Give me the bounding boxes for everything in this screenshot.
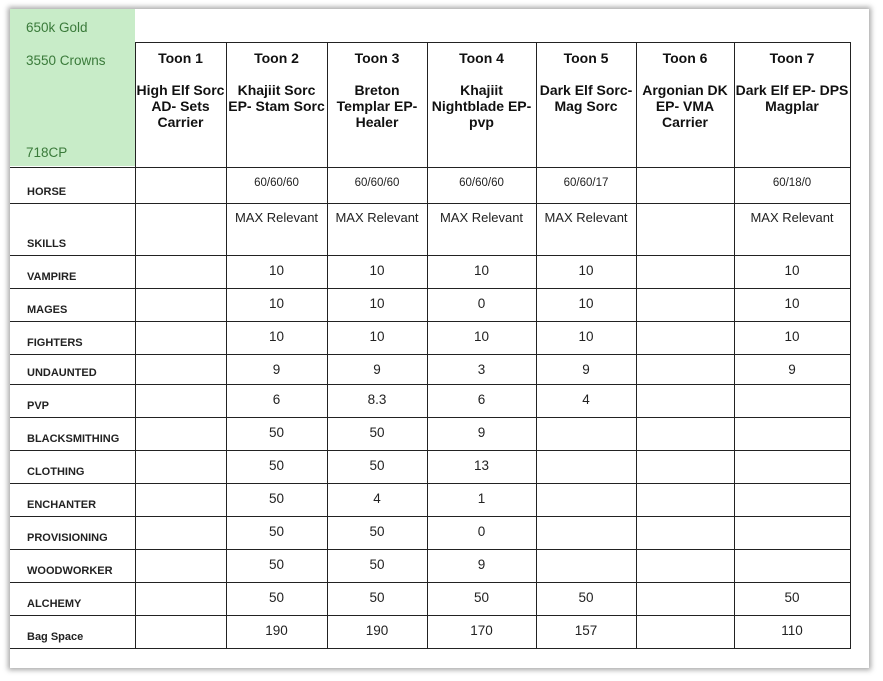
table-cell[interactable]: 1: [427, 484, 536, 517]
table-cell[interactable]: 50: [427, 583, 536, 616]
gold-amount: 650k Gold: [26, 20, 88, 35]
table-cell[interactable]: [636, 168, 734, 204]
table-cell[interactable]: 10: [327, 289, 427, 322]
table-cell[interactable]: 60/60/17: [536, 168, 636, 204]
table-cell[interactable]: [536, 517, 636, 550]
row-label[interactable]: HORSE: [10, 168, 135, 204]
table-cell[interactable]: 60/18/0: [734, 168, 850, 204]
pvp-row: [10, 385, 850, 418]
table-cell[interactable]: 10: [734, 256, 850, 289]
toon-description: Breton Templar EP- Healer: [336, 82, 418, 130]
table-cell[interactable]: 190: [226, 616, 327, 649]
table-cell[interactable]: [734, 550, 850, 583]
undaunted-row: [10, 355, 850, 385]
toon-name: Toon 5: [563, 50, 609, 66]
toon-description: Argonian DK EP- VMA Carrier: [642, 82, 728, 130]
table-cell[interactable]: [536, 484, 636, 517]
table-cell[interactable]: 10: [427, 256, 536, 289]
table-cell[interactable]: 9: [536, 355, 636, 385]
table-cell[interactable]: [135, 355, 226, 385]
toon-6-header[interactable]: [636, 43, 734, 168]
table-cell[interactable]: 50: [327, 418, 427, 451]
table-cell[interactable]: 9: [327, 355, 427, 385]
table-cell[interactable]: MAX Relevant: [427, 204, 536, 256]
toon-3-header[interactable]: [327, 43, 427, 168]
table-cell[interactable]: [135, 418, 226, 451]
table-cell[interactable]: 50: [226, 418, 327, 451]
table-cell[interactable]: [135, 168, 226, 204]
table-cell[interactable]: 50: [327, 517, 427, 550]
table-cell[interactable]: MAX Relevant: [226, 204, 327, 256]
row-label[interactable]: ALCHEMY: [10, 583, 135, 616]
table-cell[interactable]: MAX Relevant: [327, 204, 427, 256]
table-cell[interactable]: 9: [734, 355, 850, 385]
row-label[interactable]: UNDAUNTED: [10, 355, 135, 385]
row-label[interactable]: SKILLS: [10, 204, 135, 256]
table-cell[interactable]: [636, 204, 734, 256]
table-cell[interactable]: 10: [327, 322, 427, 355]
table-cell[interactable]: [135, 204, 226, 256]
table-cell[interactable]: 110: [734, 616, 850, 649]
row-label[interactable]: CLOTHING: [10, 451, 135, 484]
table-cell[interactable]: [636, 517, 734, 550]
table-cell[interactable]: [734, 418, 850, 451]
table-cell[interactable]: [135, 550, 226, 583]
table-cell[interactable]: [135, 451, 226, 484]
table-cell[interactable]: [636, 418, 734, 451]
table-cell[interactable]: [734, 385, 850, 418]
table-cell[interactable]: 50: [226, 484, 327, 517]
table-cell[interactable]: 50: [327, 583, 427, 616]
toon-name: Toon 6: [662, 50, 708, 66]
champion-points: 718CP: [26, 145, 68, 160]
table-cell[interactable]: 10: [226, 289, 327, 322]
table-cell[interactable]: 0: [427, 289, 536, 322]
table-cell[interactable]: [135, 583, 226, 616]
table-cell[interactable]: 6: [226, 385, 327, 418]
toon-description: Khajiit Nightblade EP-pvp: [431, 82, 532, 130]
table-cell[interactable]: [636, 355, 734, 385]
corner-cell: [10, 43, 135, 168]
horse-row: [10, 168, 850, 204]
table-cell[interactable]: 10: [536, 256, 636, 289]
header-row: [10, 43, 850, 168]
table-cell[interactable]: [135, 256, 226, 289]
table-cell[interactable]: [536, 418, 636, 451]
row-label[interactable]: BLACKSMITHING: [10, 418, 135, 451]
enchanter-row: [10, 484, 850, 517]
toon-description: Dark Elf EP- DPS Magplar: [735, 82, 849, 114]
table-cell[interactable]: [636, 484, 734, 517]
toon-name: Toon 1: [158, 50, 203, 66]
crowns-amount: 3550 Crowns: [26, 53, 106, 68]
skills-row: [10, 204, 850, 256]
table-cell[interactable]: [135, 484, 226, 517]
table-cell[interactable]: 6: [427, 385, 536, 418]
table-cell[interactable]: 10: [536, 322, 636, 355]
table-cell[interactable]: [734, 484, 850, 517]
table-cell[interactable]: [636, 256, 734, 289]
table-cell[interactable]: [135, 385, 226, 418]
table-cell[interactable]: [636, 616, 734, 649]
table-cell[interactable]: [536, 550, 636, 583]
toon-2-header[interactable]: [226, 43, 327, 168]
table-cell[interactable]: [636, 322, 734, 355]
table-cell[interactable]: [636, 583, 734, 616]
woodworker-row: [10, 550, 850, 583]
toon-description: Dark Elf Sorc- Mag Sorc: [539, 82, 633, 114]
table-cell[interactable]: [636, 550, 734, 583]
table-cell[interactable]: 10: [734, 322, 850, 355]
row-label[interactable]: Bag Space: [10, 616, 135, 649]
table-cell[interactable]: 0: [427, 517, 536, 550]
blacksmithing-row: [10, 418, 850, 451]
row-label[interactable]: FIGHTERS: [10, 322, 135, 355]
table-cell[interactable]: [135, 616, 226, 649]
row-label[interactable]: VAMPIRE: [10, 256, 135, 289]
table-cell[interactable]: 50: [734, 583, 850, 616]
table-cell[interactable]: 60/60/60: [427, 168, 536, 204]
row-label[interactable]: ENCHANTER: [10, 484, 135, 517]
provisioning-row: [10, 517, 850, 550]
table-cell[interactable]: [636, 289, 734, 322]
toon-name: Toon 3: [354, 50, 400, 66]
table-cell[interactable]: [135, 322, 226, 355]
table-cell[interactable]: 190: [327, 616, 427, 649]
table-cell[interactable]: 157: [536, 616, 636, 649]
table-cell[interactable]: [536, 451, 636, 484]
toon-description: High Elf Sorc AD- Sets Carrier: [136, 82, 225, 130]
table-cell[interactable]: 50: [327, 451, 427, 484]
table-cell[interactable]: 170: [427, 616, 536, 649]
table-cell[interactable]: 10: [427, 322, 536, 355]
table-cell[interactable]: 50: [226, 517, 327, 550]
alchemy-row: [10, 583, 850, 616]
table-cell[interactable]: 3: [427, 355, 536, 385]
toon-4-header[interactable]: [427, 43, 536, 168]
toon-1-header[interactable]: [135, 43, 226, 168]
table-cell[interactable]: 13: [427, 451, 536, 484]
character-table: [10, 42, 851, 649]
row-label[interactable]: WOODWORKER: [10, 550, 135, 583]
clothing-row: [10, 451, 850, 484]
table-cell[interactable]: 50: [327, 550, 427, 583]
bag-space-row: [10, 616, 850, 649]
table-cell[interactable]: MAX Relevant: [536, 204, 636, 256]
table-cell[interactable]: 10: [226, 322, 327, 355]
toon-7-header[interactable]: [734, 43, 850, 168]
table-cell[interactable]: 10: [327, 256, 427, 289]
vampire-row: [10, 256, 850, 289]
table-cell[interactable]: 60/60/60: [226, 168, 327, 204]
table-cell[interactable]: [636, 451, 734, 484]
toon-description: Khajiit Sorc EP- Stam Sorc: [228, 82, 325, 114]
table-cell[interactable]: 9: [427, 418, 536, 451]
table-cell[interactable]: [135, 289, 226, 322]
toon-5-header[interactable]: [536, 43, 636, 168]
row-label[interactable]: PVP: [10, 385, 135, 418]
spreadsheet: [10, 9, 869, 668]
table-cell[interactable]: MAX Relevant: [734, 204, 850, 256]
fighters-row: [10, 322, 850, 355]
table-cell[interactable]: 50: [536, 583, 636, 616]
table-cell[interactable]: 50: [226, 451, 327, 484]
row-label[interactable]: MAGES: [10, 289, 135, 322]
table-cell[interactable]: 9: [427, 550, 536, 583]
table-cell[interactable]: 50: [226, 583, 327, 616]
toon-name: Toon 7: [769, 50, 815, 66]
table-cell[interactable]: 10: [536, 289, 636, 322]
table-cell[interactable]: 4: [327, 484, 427, 517]
table-cell[interactable]: 10: [734, 289, 850, 322]
table-cell[interactable]: [734, 517, 850, 550]
table-cell[interactable]: 60/60/60: [327, 168, 427, 204]
table-cell[interactable]: 50: [226, 550, 327, 583]
table-cell[interactable]: 4: [536, 385, 636, 418]
table-cell[interactable]: [636, 385, 734, 418]
table-cell[interactable]: [135, 517, 226, 550]
table-cell[interactable]: 8.3: [327, 385, 427, 418]
mages-row: [10, 289, 850, 322]
table-cell[interactable]: 9: [226, 355, 327, 385]
table-cell[interactable]: [734, 451, 850, 484]
toon-name: Toon 2: [254, 50, 299, 66]
row-label[interactable]: PROVISIONING: [10, 517, 135, 550]
table-cell[interactable]: 10: [226, 256, 327, 289]
toon-name: Toon 4: [459, 50, 504, 66]
